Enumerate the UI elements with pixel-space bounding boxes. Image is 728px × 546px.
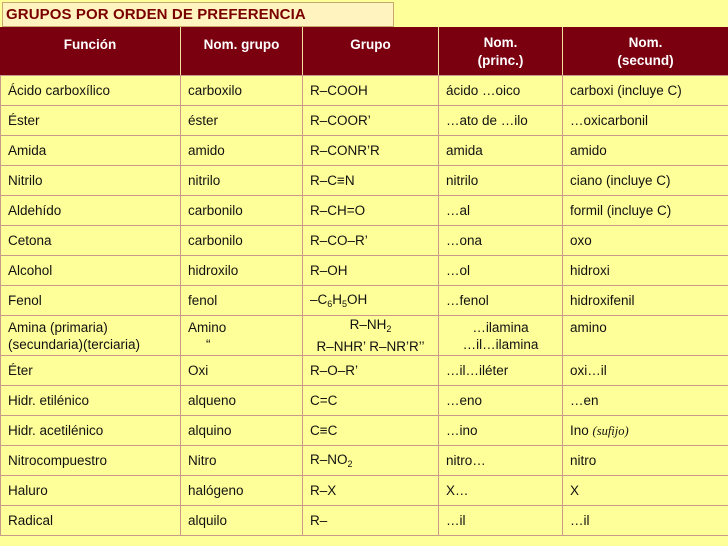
- cell-secund: hidroxi: [563, 256, 728, 286]
- cell-grupo: R–CO–R’: [303, 226, 439, 256]
- cell-secund: formil (incluye C): [563, 196, 728, 226]
- cell-princ: amida: [439, 136, 563, 166]
- page-title: GRUPOS POR ORDEN DE PREFERENCIA: [2, 2, 394, 27]
- cell-princ: ácido …oico: [439, 76, 563, 106]
- cell-nom-grupo: Oxi: [181, 356, 303, 386]
- cell-secund: hidroxifenil: [563, 286, 728, 316]
- cell-funcion: Nitrocompuestro: [1, 446, 181, 476]
- cell-secund: oxo: [563, 226, 728, 256]
- cell-grupo: R–X: [303, 476, 439, 506]
- cell-princ: …ona: [439, 226, 563, 256]
- header-nom-secund: Nom. (secund): [562, 27, 728, 75]
- cell-princ: …al: [439, 196, 563, 226]
- cell-nom-grupo: amido: [181, 136, 303, 166]
- table-row: [1, 416, 728, 446]
- table-row: [1, 136, 728, 166]
- header-nom-princ: Nom. (princ.): [438, 27, 562, 75]
- cell-nom-grupo: nitrilo: [181, 166, 303, 196]
- cell-grupo: R–CH=O: [303, 196, 439, 226]
- cell-nom-grupo: carbonilo: [181, 226, 303, 256]
- cell-princ: …il…iléter: [439, 356, 563, 386]
- cell-funcion: Hidr. acetilénico: [1, 416, 181, 446]
- cell-grupo: R–OH: [303, 256, 439, 286]
- cell-grupo: $R-NO_2$: [303, 446, 439, 476]
- table-row: [1, 196, 728, 226]
- cell-princ: …ato de …ilo: [439, 106, 563, 136]
- cell-secund: …il: [563, 506, 728, 536]
- cell-funcion: Amida: [1, 136, 181, 166]
- cell-funcion: Fenol: [1, 286, 181, 316]
- cell-princ: …fenol: [439, 286, 563, 316]
- cell-grupo: R–: [303, 506, 439, 536]
- cell-funcion: Aldehído: [1, 196, 181, 226]
- cell-nom-grupo: fenol: [181, 286, 303, 316]
- cell-nom-grupo: carbonilo: [181, 196, 303, 226]
- table-row: [1, 356, 728, 386]
- table-header: [0, 27, 728, 75]
- table-row: [1, 226, 728, 256]
- cell-secund: X: [563, 476, 728, 506]
- cell-funcion: Radical: [1, 506, 181, 536]
- table-row: [1, 446, 728, 476]
- cell-funcion: Alcohol: [1, 256, 181, 286]
- cell-princ: nitro…: [439, 446, 563, 476]
- cell-secund: …oxicarbonil: [563, 106, 728, 136]
- cell-grupo: R–COOR’: [303, 106, 439, 136]
- cell-secund: amino: [563, 316, 728, 356]
- header-nom-grupo: Nom. grupo: [180, 27, 302, 75]
- cell-nom-grupo: hidroxilo: [181, 256, 303, 286]
- cell-nom-grupo: alquilo: [181, 506, 303, 536]
- cell-funcion: Ácido carboxílico: [1, 76, 181, 106]
- cell-secund: ciano (incluye C): [563, 166, 728, 196]
- cell-secund: carboxi (incluye C): [563, 76, 728, 106]
- header-funcion: Función: [63, 37, 117, 52]
- cell-funcion: Haluro: [1, 476, 181, 506]
- table-row: [1, 506, 728, 536]
- cell-princ: …ino: [439, 416, 563, 446]
- cell-funcion: Éter: [1, 356, 181, 386]
- cell-funcion: Nitrilo: [1, 166, 181, 196]
- cell-princ: …il: [439, 506, 563, 536]
- cell-grupo: R–COOH: [303, 76, 439, 106]
- cell-nom-grupo: Amino “: [181, 316, 303, 356]
- cell-secund: amido: [563, 136, 728, 166]
- cell-grupo: C≡C: [303, 416, 439, 446]
- cell-funcion: Éster: [1, 106, 181, 136]
- cell-grupo: $R-NH_2$ R–NHR’ R–NR’R’’: [303, 316, 439, 356]
- cell-funcion: Hidr. etilénico: [1, 386, 181, 416]
- table-row: [1, 106, 728, 136]
- table-row: [1, 386, 728, 416]
- table-row: [1, 256, 728, 286]
- cell-nom-grupo: alquino: [181, 416, 303, 446]
- table-row: [1, 316, 728, 356]
- preference-table: [0, 75, 728, 536]
- cell-princ: …ol: [439, 256, 563, 286]
- table-row: [1, 76, 728, 106]
- header-grupo: Grupo: [302, 27, 438, 75]
- cell-nom-grupo: halógeno: [181, 476, 303, 506]
- cell-funcion: Cetona: [1, 226, 181, 256]
- table-row: [1, 166, 728, 196]
- cell-princ: nitrilo: [439, 166, 563, 196]
- cell-grupo: R–CONR’R: [303, 136, 439, 166]
- cell-funcion: Amina (primaria) (secundaria)(terciaria): [1, 316, 181, 356]
- cell-grupo: R–C≡N: [303, 166, 439, 196]
- cell-secund: oxi…il: [563, 356, 728, 386]
- cell-princ: …ilamina …il…ilamina: [439, 316, 563, 356]
- cell-princ: …eno: [439, 386, 563, 416]
- cell-nom-grupo: éster: [181, 106, 303, 136]
- cell-secund: …en: [563, 386, 728, 416]
- cell-secund: Ino (sufijo): [563, 416, 728, 446]
- cell-nom-grupo: carboxilo: [181, 76, 303, 106]
- cell-grupo: $-C_6H_5OH$: [303, 286, 439, 316]
- cell-nom-grupo: alqueno: [181, 386, 303, 416]
- cell-grupo: C=C: [303, 386, 439, 416]
- table-row: [1, 286, 728, 316]
- cell-nom-grupo: Nitro: [181, 446, 303, 476]
- cell-grupo: R–O–R’: [303, 356, 439, 386]
- table-row: [1, 476, 728, 506]
- cell-secund: nitro: [563, 446, 728, 476]
- cell-princ: X…: [439, 476, 563, 506]
